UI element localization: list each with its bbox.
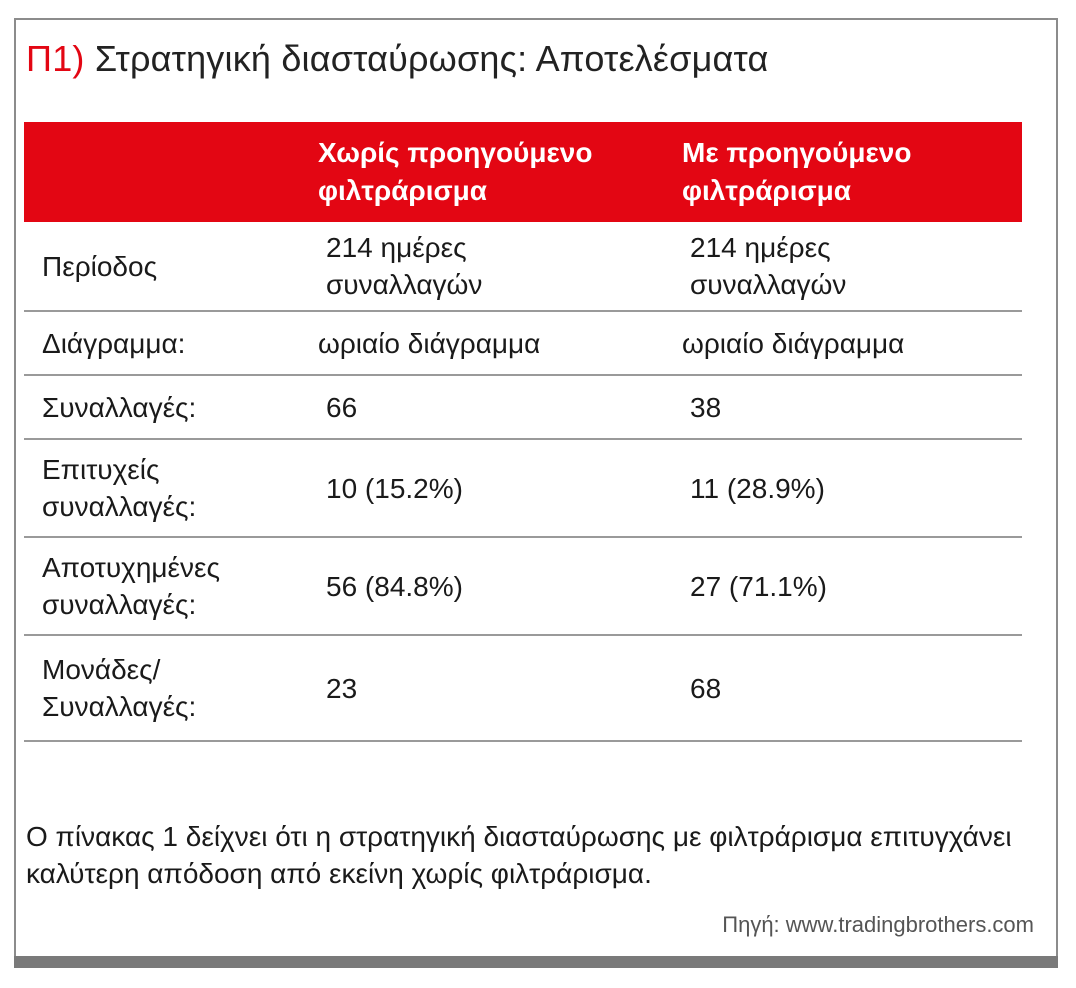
value-without-filter bbox=[308, 635, 670, 741]
value-without-filter: ωριαίο διάγραμμα bbox=[308, 311, 670, 375]
card-bottom-bar bbox=[14, 956, 1058, 968]
value-with-filter bbox=[670, 222, 1022, 311]
table-row bbox=[24, 311, 1022, 375]
cell-text: 214 ημέρες συναλλαγών bbox=[326, 232, 483, 300]
header-empty bbox=[24, 122, 308, 222]
value-without-filter bbox=[308, 439, 670, 537]
cell-text: 10 (15.2%) bbox=[326, 472, 463, 504]
table-row bbox=[24, 439, 1022, 537]
cell-text: 27 (71.1%) bbox=[690, 570, 827, 602]
cell-text: 11 (28.9%) bbox=[690, 472, 825, 504]
row-label bbox=[24, 537, 308, 635]
value-without-filter bbox=[308, 222, 670, 311]
cell-text: 38 bbox=[690, 391, 722, 423]
value-without-filter bbox=[308, 537, 670, 635]
footnote-text: Ο πίνακας 1 δείχνει ότι η στρατηγική διασταύρωσης με φιλτράρισμα επιτυγχάνει καλύτερη απόδοση από εκείνη χωρίς φιλτράρισμα. bbox=[26, 821, 1012, 889]
cell-text: Μονάδες/ Συναλλαγές: bbox=[42, 654, 197, 722]
row-label bbox=[24, 439, 308, 537]
table-row bbox=[24, 222, 1022, 311]
title-prefix: Π1) bbox=[26, 38, 85, 79]
cell-text: 214 ημέρες συναλλαγών bbox=[690, 232, 847, 300]
row-label: Διάγραμμα: bbox=[24, 311, 308, 375]
title-text: Στρατηγική διασταύρωσης: Αποτελέσματα bbox=[94, 38, 769, 79]
row-label bbox=[24, 635, 308, 741]
cell-text: Επιτυχείς συναλλαγές: bbox=[42, 454, 197, 522]
cell-text: 56 (84.8%) bbox=[326, 570, 463, 602]
table-header-row bbox=[24, 122, 1022, 222]
results-table bbox=[24, 122, 1022, 742]
value-with-filter: ωριαίο διάγραμμα bbox=[670, 311, 1022, 375]
cell-text: 68 bbox=[690, 672, 722, 704]
table-row bbox=[24, 635, 1022, 741]
page-title bbox=[26, 38, 768, 80]
value-with-filter bbox=[670, 375, 1022, 439]
table-row bbox=[24, 537, 1022, 635]
value-with-filter bbox=[670, 635, 1022, 741]
header-without-filter: Χωρίς προηγούμενο φιλτράρισμα bbox=[308, 122, 670, 222]
table-row bbox=[24, 375, 1022, 439]
header-with-filter: Με προηγούμενο φιλτράρισμα bbox=[670, 122, 1022, 222]
cell-text: 66 bbox=[326, 391, 358, 423]
row-label: Συναλλαγές: bbox=[24, 375, 308, 439]
source-credit: Πηγή: www.tradingbrothers.com bbox=[722, 912, 1034, 937]
value-with-filter bbox=[670, 537, 1022, 635]
cell-text: Αποτυχημένες συναλλαγές: bbox=[42, 552, 221, 620]
row-label: Περίοδος bbox=[24, 222, 308, 311]
cell-text: 23 bbox=[326, 672, 358, 704]
value-with-filter bbox=[670, 439, 1022, 537]
value-without-filter bbox=[308, 375, 670, 439]
